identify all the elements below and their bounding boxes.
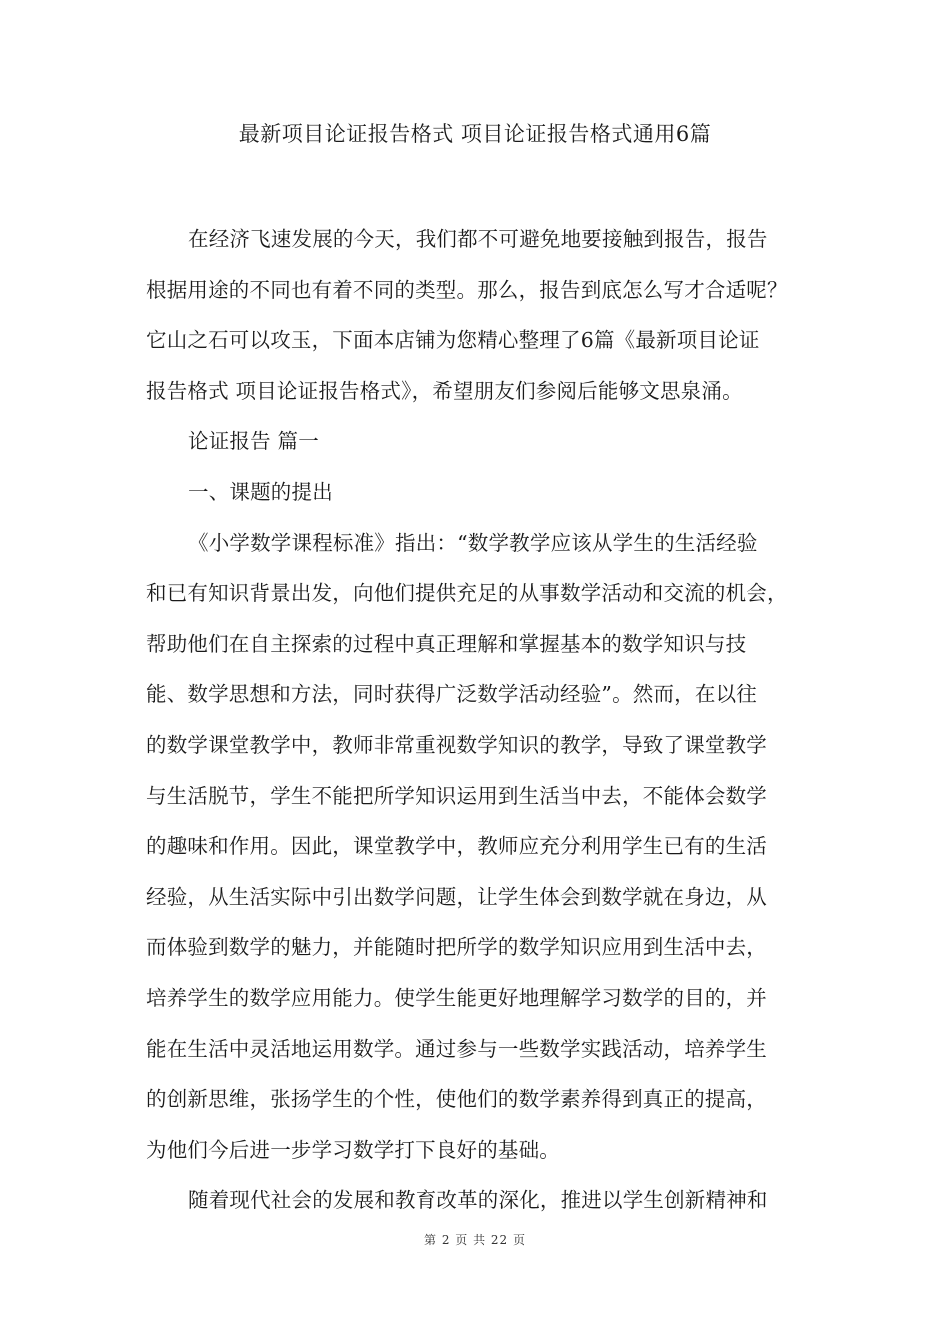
body-line: 在经济飞速发展的今天，我们都不可避免地要接触到报告，报告: [188, 227, 768, 251]
body-line: 而体验到数学的魅力，并能随时把所学的数学知识应用到生活中去，: [146, 935, 767, 960]
body-line: 的趣味和作用。因此，课堂教学中，教师应充分利用学生已有的生活: [146, 834, 767, 859]
document-title: 最新项目论证报告格式 项目论证报告格式通用6篇: [238, 122, 712, 146]
body-line: 随着现代社会的发展和教育改革的深化，推进以学生创新精神和: [188, 1188, 768, 1213]
body-line: 的数学课堂教学中，教师非常重视数学知识的教学，导致了课堂教学: [146, 732, 767, 757]
body-line: 经验，从生活实际中引出数学问题，让学生体会到数学就在身边，从: [146, 884, 767, 909]
subsection-heading: 一、课题的提出: [188, 479, 333, 504]
body-line: 能在生活中灵活地运用数学。通过参与一些数学实践活动，培养学生: [146, 1036, 767, 1061]
body-line: 的创新思维，张扬学生的个性，使他们的数学素养得到真正的提高，: [146, 1087, 767, 1112]
body-line: 根据用途的不同也有着不同的类型。那么，报告到底怎么写才合适呢？: [146, 277, 788, 302]
body-line: 能、数学思想和方法，同时获得广泛数学活动经验”。然而，在以往: [146, 682, 757, 707]
body-line: 培养学生的数学应用能力。使学生能更好地理解学习数学的目的，并: [146, 985, 767, 1010]
body-line: 为他们今后进一步学习数学打下良好的基础。: [146, 1137, 560, 1162]
body-line: 与生活脱节，学生不能把所学知识运用到生活当中去，不能体会数学: [146, 783, 767, 808]
section-heading: 论证报告 篇一: [188, 429, 319, 454]
body-line: 帮助他们在自主探索的过程中真正理解和掌握基本的数学知识与技: [146, 631, 747, 656]
page-footer: 第 2 页 共 22 页: [424, 1233, 526, 1247]
document-body: [146, 214, 804, 1226]
body-line: 和已有知识背景出发，向他们提供充足的从事数学活动和交流的机会，: [146, 581, 788, 606]
body-line: 报告格式 项目论证报告格式》，希望朋友们参阅后能够文思泉涌。: [146, 378, 743, 403]
body-line: 《小学数学课程标准》指出：“数学教学应该从学生的生活经验: [188, 530, 758, 555]
body-line: 它山之石可以攻玉，下面本店铺为您精心整理了6篇《最新项目论证: [146, 328, 760, 353]
